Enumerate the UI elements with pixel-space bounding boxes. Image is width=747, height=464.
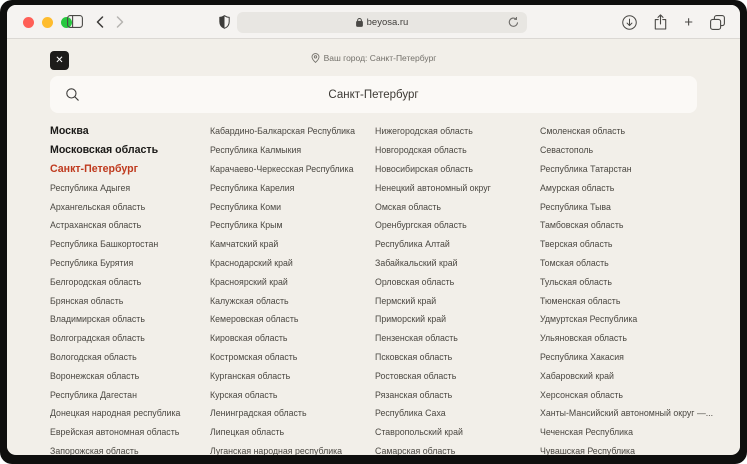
region-item[interactable]: Республика Крым xyxy=(210,220,283,231)
region-item[interactable]: Камчатский край xyxy=(210,239,279,250)
region-item[interactable]: Севастополь xyxy=(540,145,594,156)
region-item[interactable]: Кабардино-Балкарская Республика xyxy=(210,126,355,137)
share-icon[interactable] xyxy=(654,14,667,30)
region-item[interactable]: Республика Адыгея xyxy=(50,182,131,193)
region-item[interactable]: Курская область xyxy=(210,389,278,400)
region-item[interactable]: Рязанская область xyxy=(375,389,453,400)
region-item[interactable]: Ульяновская область xyxy=(540,333,627,344)
region-item[interactable]: Кировская область xyxy=(210,333,288,344)
city-search xyxy=(50,76,697,113)
privacy-shield-icon[interactable] xyxy=(219,15,230,29)
region-item[interactable]: Республика Саха xyxy=(375,408,446,419)
region-item[interactable]: Новосибирская область xyxy=(375,163,473,174)
region-item[interactable]: Орловская область xyxy=(375,276,455,287)
region-item[interactable]: Карачаево-Черкесская Республика xyxy=(210,163,354,174)
region-item[interactable]: Чеченская Республика xyxy=(540,427,633,438)
region-column xyxy=(375,122,540,455)
url-text: beyosa.ru xyxy=(366,17,409,28)
region-item[interactable]: Тамбовская область xyxy=(540,220,624,231)
tab-overview-icon[interactable] xyxy=(710,15,725,30)
region-item[interactable]: Тверская область xyxy=(540,239,613,250)
region-item[interactable]: Республика Алтай xyxy=(375,239,450,250)
toolbar-right-icons xyxy=(622,5,725,39)
region-item[interactable]: Красноярский край xyxy=(210,276,288,287)
new-tab-button[interactable]: + xyxy=(684,13,693,31)
region-item[interactable]: Пермский край xyxy=(375,295,437,306)
region-item[interactable]: Астраханская область xyxy=(50,220,142,231)
region-item[interactable]: Псковская область xyxy=(375,351,453,362)
region-column xyxy=(540,122,730,455)
region-item[interactable]: Ханты-Мансийский автономный округ —... xyxy=(540,408,714,419)
region-item[interactable]: Амурская область xyxy=(540,182,615,193)
region-item[interactable]: Ростовская область xyxy=(375,370,457,381)
region-item[interactable]: Санкт-Петербург xyxy=(50,162,139,175)
region-item[interactable]: Кемеровская область xyxy=(210,314,299,325)
region-item[interactable]: Тюменская область xyxy=(540,295,621,306)
region-item[interactable]: Владимирская область xyxy=(50,314,145,325)
region-item[interactable]: Костромская область xyxy=(210,351,298,362)
region-column xyxy=(50,122,210,455)
region-item[interactable]: Еврейская автономная область xyxy=(50,427,180,438)
region-item[interactable]: Волгоградская область xyxy=(50,333,145,344)
region-item[interactable]: Белгородская область xyxy=(50,276,142,287)
region-item[interactable]: Республика Тыва xyxy=(540,201,611,212)
back-icon[interactable] xyxy=(96,16,104,28)
city-search-input[interactable] xyxy=(50,76,697,113)
region-item[interactable]: Смоленская область xyxy=(540,126,626,137)
region-item[interactable]: Томская область xyxy=(540,257,609,268)
close-city-selector-button[interactable]: ✕ xyxy=(50,51,69,70)
region-column xyxy=(210,122,375,455)
browser-window xyxy=(7,5,740,455)
regions-grid xyxy=(50,122,730,455)
region-item[interactable]: Липецкая область xyxy=(210,427,285,438)
region-item[interactable]: Ленинградская область xyxy=(210,408,307,419)
lock-icon xyxy=(356,18,363,27)
reload-icon[interactable] xyxy=(508,16,519,28)
region-item[interactable]: Запорожская область xyxy=(50,445,139,455)
region-item[interactable]: Воронежская область xyxy=(50,370,140,381)
downloads-icon[interactable] xyxy=(622,15,637,30)
region-item[interactable]: Краснодарский край xyxy=(210,257,293,268)
region-item[interactable]: Ставропольский край xyxy=(375,427,463,438)
region-item[interactable]: Республика Коми xyxy=(210,201,282,212)
window-controls xyxy=(23,17,72,28)
region-item[interactable]: Нижегородская область xyxy=(375,126,473,137)
region-item[interactable]: Республика Бурятия xyxy=(50,257,134,268)
region-item[interactable]: Хабаровский край xyxy=(540,370,614,381)
search-icon xyxy=(66,88,79,101)
region-item[interactable]: Вологодская область xyxy=(50,351,137,362)
location-pin-icon xyxy=(311,53,320,63)
region-item[interactable]: Луганская народная республика xyxy=(210,445,343,455)
region-item[interactable]: Ненецкий автономный округ xyxy=(375,182,491,193)
region-item[interactable]: Новгородская область xyxy=(375,145,467,156)
city-selector-page xyxy=(7,39,740,454)
region-item[interactable]: Оренбургская область xyxy=(375,220,467,231)
region-item[interactable]: Республика Башкортостан xyxy=(50,239,159,250)
region-item[interactable]: Архангельская область xyxy=(50,201,146,212)
close-window-button[interactable] xyxy=(23,17,34,28)
region-item[interactable]: Московская область xyxy=(50,144,159,157)
region-item[interactable]: Калужская область xyxy=(210,295,289,306)
sidebar-toggle-icon[interactable] xyxy=(67,15,83,28)
region-item[interactable]: Москва xyxy=(50,125,89,138)
region-item[interactable]: Тульская область xyxy=(540,276,612,287)
your-city-text: Ваш город: Санкт-Петербург xyxy=(323,53,437,63)
region-item[interactable]: Приморский край xyxy=(375,314,447,325)
region-item[interactable]: Курганская область xyxy=(210,370,291,381)
region-item[interactable]: Забайкальский край xyxy=(375,257,458,268)
region-item[interactable]: Республика Карелия xyxy=(210,182,295,193)
forward-icon[interactable] xyxy=(116,16,124,28)
address-bar[interactable] xyxy=(237,12,527,33)
region-item[interactable]: Самарская область xyxy=(375,445,456,455)
browser-toolbar xyxy=(7,5,740,39)
region-item[interactable]: Брянская область xyxy=(50,295,124,306)
region-item[interactable]: Чувашская Республика xyxy=(540,445,635,455)
your-city-label xyxy=(7,53,740,63)
region-item[interactable]: Пензенская область xyxy=(375,333,458,344)
region-item[interactable]: Республика Татарстан xyxy=(540,163,632,174)
region-item[interactable]: Республика Дагестан xyxy=(50,389,137,400)
region-item[interactable]: Удмуртская Республика xyxy=(540,314,638,325)
region-item[interactable]: Херсонская область xyxy=(540,389,624,400)
region-item[interactable]: Донецкая народная республика xyxy=(50,408,181,419)
region-item[interactable]: Омская область xyxy=(375,201,442,212)
region-item[interactable]: Республика Хакасия xyxy=(540,351,624,362)
region-item[interactable]: Республика Калмыкия xyxy=(210,145,302,156)
minimize-window-button[interactable] xyxy=(42,17,53,28)
